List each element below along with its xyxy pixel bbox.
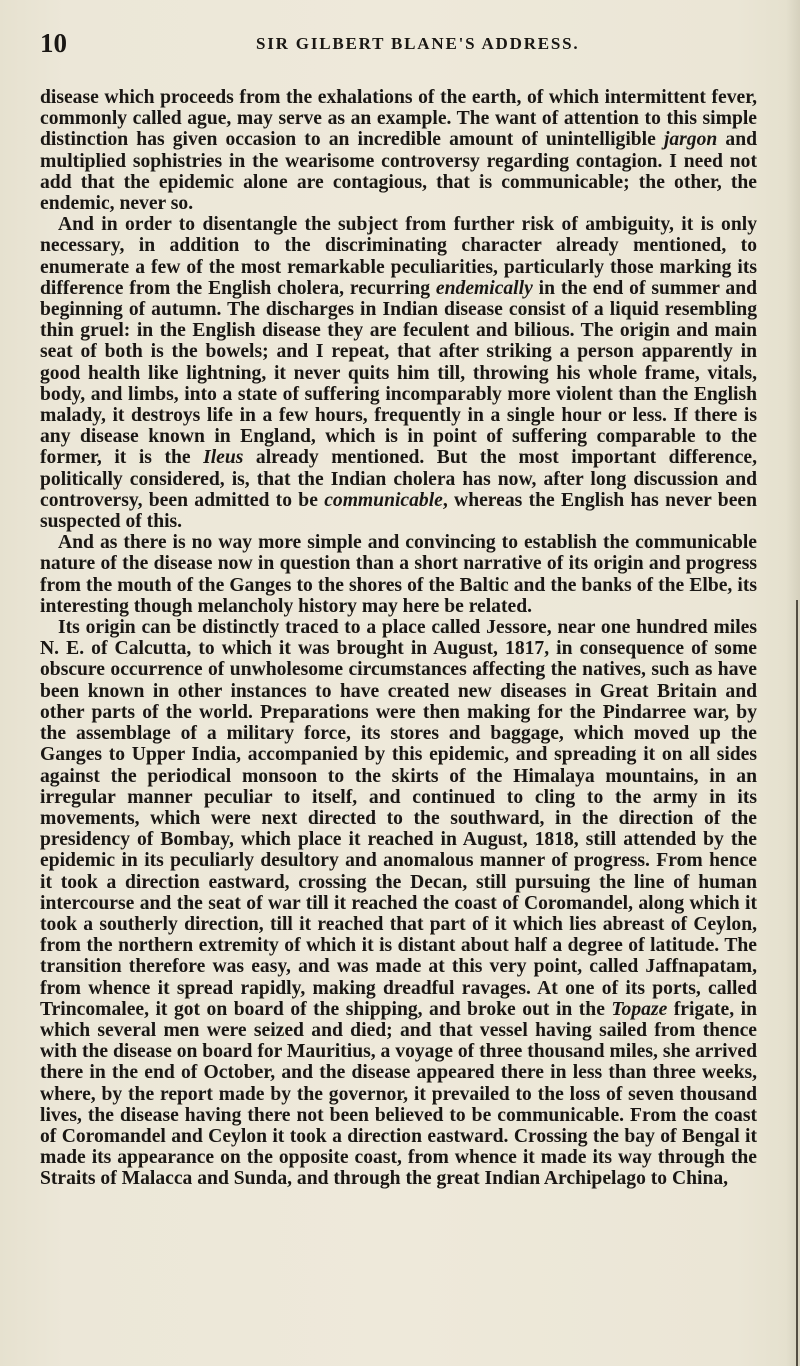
italic-text: Ileus <box>203 447 244 469</box>
italic-text: Topaze <box>611 998 668 1020</box>
paragraph-1 <box>40 87 757 214</box>
body-text <box>40 87 757 1190</box>
italic-text: endemically <box>435 277 533 299</box>
italic-text: communicable <box>324 489 443 511</box>
running-head: SIR GILBERT BLANE'S ADDRESS. <box>256 34 580 53</box>
page-edge-line <box>796 600 798 1366</box>
text-run: And in order to disentangle the subject from further risk of ambiguity, it is only necessary, in addition to the discriminating character already mentioned, to enumerate a few of the most remarkable peculiarities, particularly those marking its difference from the English cholera, recurring <box>40 214 757 299</box>
text-run: already mentioned. But the most important difference, politically considered, is, that the Indian cholera has now, after long discussion and controversy, been admitted to be <box>40 447 757 511</box>
text-run: and multiplied sophistries in the wearisome controversy regarding contagion. I need not add that the epidemic alone are contagious, that is communicable; the other, the endemic, never so. <box>40 129 757 215</box>
page-header <box>0 24 800 60</box>
page-number: 10 <box>40 28 67 58</box>
text-run: frigate, in which several men were seized and died; and that vessel having sailed from thence with the disease on board for Mauritius, a voyage of three thousand miles, she arrived there in the end of October, and the disease appeared there in less than three weeks, where, by the report made by the governor, it prevailed to the loss of seven thousand lives, the disease having there not been believed to be communicable. From the coast of Coromandel and Ceylon it took a direction eastward. Crossing the bay of Bengal it made its appearance on the opposite coast, from whence it made its way through the Straits of Malacca and Sunda, and through the great Indian Archipelago to China, <box>40 998 757 1190</box>
italic-text: jargon <box>663 129 718 151</box>
text-run: , whereas the English has never been suspected of this. <box>40 489 757 533</box>
paragraph-4 <box>40 617 757 1189</box>
paragraph-2 <box>40 214 757 532</box>
text-run: And as there is no way more simple and convincing to establish the communicable nature of the disease now in question than a short narrative of its origin and progress from the mouth of the Ganges to the shores of the Baltic and the banks of the Elbe, its interesting though melancholy history may here be related. <box>40 532 757 617</box>
text-run: disease which proceeds from the exhalations of the earth, of which intermittent fever, commonly called ague, may serve as an example. The want of attention to this simple distinction has given occasion to an incredible amount of unintelligible <box>40 87 757 151</box>
paragraph-3 <box>40 532 757 617</box>
text-run: in the end of summer and beginning of autumn. The discharges in Indian disease consist of a liquid resembling thin gruel: in the English disease they are feculent and bilious. The origin and main seat of both is the bowels; and I repeat, that after striking a person apparently in good health like lightning, it never quits him till, throwing his whole frame, vitals, body, and limbs, into a state of suffering incomparably more violent than the English malady, it destroys life in a few hours, frequently in a single hour or less. If there is any disease known in England, which is in point of suffering comparable to the former, it is the <box>40 277 757 469</box>
text-run: Its origin can be distinctly traced to a place called Jessore, near one hundred miles N. E. of Calcutta, to which it was brought in August, 1817, in consequence of some obscure occurrence of unwholesome circumstances affecting the natives, such as have been known in other instances to have created new diseases in Great Britain and other parts of the world. Preparations were then making for the Pindarree war, by the assemblage of a military force, its stores and baggage, which moved up the Ganges to Upper India, accompanied by this epidemic, and spreading it on all sides against the periodical monsoon to the skirts of the Himalaya mountains, in an irregular manner peculiar to itself, and continued to cling to the army in its movements, which were next directed to the southward, in the direction of the presidency of Bombay, which place it reached in August, 1818, still attended by the epidemic in its peculiarly desultory and anomalous manner of progress. From hence it took a direction eastward, crossing the Decan, still pursuing the line of human intercourse and the seat of war till it reached the coast of Coromandel, along which it took a southerly direction, till it reached that part of it which lies abreast of Ceylon, from the northern extremity of which it is distant about half a degree of latitude. The transition therefore was easy, and was made at this very point, called Jaffnapatam, from whence it spread rapidly, making dreadful ravages. At one of its ports, called Trincomalee, it got on board of the shipping, and broke out in the <box>40 617 757 1020</box>
